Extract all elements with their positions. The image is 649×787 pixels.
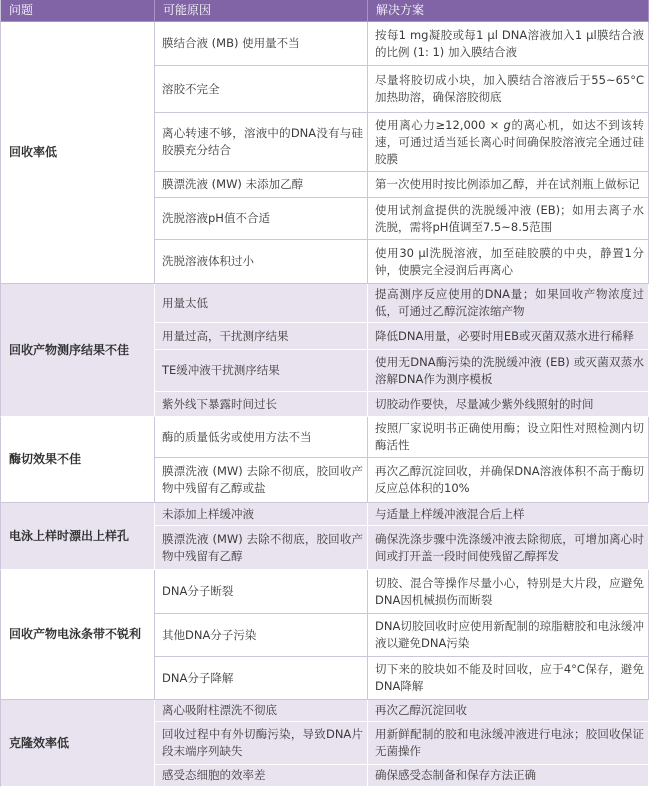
cause-cell: DNA分子降解	[155, 657, 368, 700]
solution-cell: 第一次使用时按比例添加乙醇，并在试剂瓶上做标记	[368, 172, 649, 198]
solution-cell: 尽量将胶切成小块，加入膜结合溶液后于55~65°C加热助溶，确保溶胶彻底	[368, 66, 649, 113]
cause-cell: 洗脱溶液pH值不合适	[155, 198, 368, 240]
solution-cell: 切胶、混合等操作尽量小心，特别是大片段，应避免DNA因机械损伤而断裂	[368, 570, 649, 614]
cause-cell: 洗脱溶液体积过小	[155, 240, 368, 284]
solution-cell: 切胶动作要快，尽量减少紫外线照射的时间	[368, 392, 649, 417]
solution-text	[375, 117, 644, 168]
solution-cell: 用新鲜配制的胶和电泳缓冲液进行电泳；胶回收保证无菌操作	[368, 722, 649, 765]
solution-cell: 使用试剂盒提供的洗脱缓冲液 (EB)；如用去离子水洗脱，需将pH值调至7.5~8.5范围	[368, 198, 649, 240]
header-problem: 问题	[0, 0, 155, 22]
cause-cell: 酶的质量低劣或使用方法不当	[155, 417, 368, 458]
solution-cell: 切下来的胶块如不能及时回收，应于4°C保存，避免DNA降解	[368, 657, 649, 700]
solution-cell: 使用30 μl洗脱溶液，加至硅胶膜的中央，静置1分钟，使膜完全浸润后再离心	[368, 240, 649, 284]
solution-text-part: 使用离心力≥12,000 ×	[375, 117, 504, 132]
cause-cell: 紫外线下暴露时间过长	[155, 392, 368, 417]
cause-cell: 未添加上样缓冲液	[155, 503, 368, 526]
cause-cell: DNA分子断裂	[155, 570, 368, 614]
solution-cell: 再次乙醇沉淀回收，并确保DNA溶液体积不高于酶切反应总体积的10%	[368, 458, 649, 503]
solution-text-part: 的离心机，如达不到该转速，可通过适当延长离心时间确保胶溶液完全通过硅胶膜	[375, 117, 644, 166]
cause-cell: 回收过程中有外切酶污染，导致DNA片段末端序列缺失	[155, 722, 368, 765]
problem-low-recovery: 回收率低	[0, 22, 155, 284]
cause-cell: 离心转速不够，溶液中的DNA没有与硅胶膜充分结合	[155, 113, 368, 172]
solution-cell	[368, 113, 649, 172]
cause-cell: 离心吸附柱漂洗不彻底	[155, 700, 368, 722]
cause-cell: 膜漂洗液 (MW) 未添加乙醇	[155, 172, 368, 198]
solution-cell: 提高测序反应使用的DNA量；如果回收产物浓度过低，可通过乙醇沉淀浓缩产物	[368, 284, 649, 323]
cause-cell: 膜漂洗液 (MW) 去除不彻底，胶回收产物中残留有乙醇或盐	[155, 458, 368, 503]
problem-poor-sequencing: 回收产物测序结果不佳	[0, 284, 155, 417]
problem-blurry-bands: 回收产物电泳条带不锐利	[0, 570, 155, 700]
cause-cell: TE缓冲液干扰测序结果	[155, 350, 368, 392]
solution-cell: DNA切胶回收时应使用新配制的琼脂糖胶和电泳缓冲液以避免DNA污染	[368, 614, 649, 657]
cause-cell: 膜漂洗液 (MW) 去除不彻底，胶回收产物中残留有乙醇	[155, 526, 368, 570]
cause-cell: 用量太低	[155, 284, 368, 323]
solution-cell: 按照厂家说明书正确使用酶；设立阳性对照检测内切酶活性	[368, 417, 649, 458]
solution-cell: 确保洗涤步骤中洗涤缓冲液去除彻底，可增加离心时间或打开盖一段时间使残留乙醇挥发	[368, 526, 649, 570]
header-solution: 解决方案	[368, 0, 649, 22]
cause-cell: 用量过高，干扰测序结果	[155, 323, 368, 350]
problem-poor-digestion: 酶切效果不佳	[0, 417, 155, 503]
cause-cell: 膜结合液 (MB) 使用量不当	[155, 22, 368, 66]
cause-cell: 其他DNA分子污染	[155, 614, 368, 657]
cause-cell: 感受态细胞的效率差	[155, 765, 368, 787]
problem-sample-floats: 电泳上样时漂出上样孔	[0, 503, 155, 570]
solution-cell: 确保感受态制备和保存方法正确	[368, 765, 649, 787]
problem-low-cloning: 克隆效率低	[0, 700, 155, 787]
solution-cell: 再次乙醇沉淀回收	[368, 700, 649, 722]
gravity-unit: g	[503, 117, 511, 132]
solution-cell: 使用无DNA酶污染的洗脱缓冲液 (EB) 或灭菌双蒸水溶解DNA作为测序模板	[368, 350, 649, 392]
solution-cell: 降低DNA用量，必要时用EB或灭菌双蒸水进行稀释	[368, 323, 649, 350]
solution-cell: 与适量上样缓冲液混合后上样	[368, 503, 649, 526]
solution-cell: 按每1 mg凝胶或每1 μl DNA溶液加入1 μl膜结合液的比例 (1: 1) 加入膜结合液	[368, 22, 649, 66]
header-cause: 可能原因	[155, 0, 368, 22]
cause-cell: 溶胶不完全	[155, 66, 368, 113]
